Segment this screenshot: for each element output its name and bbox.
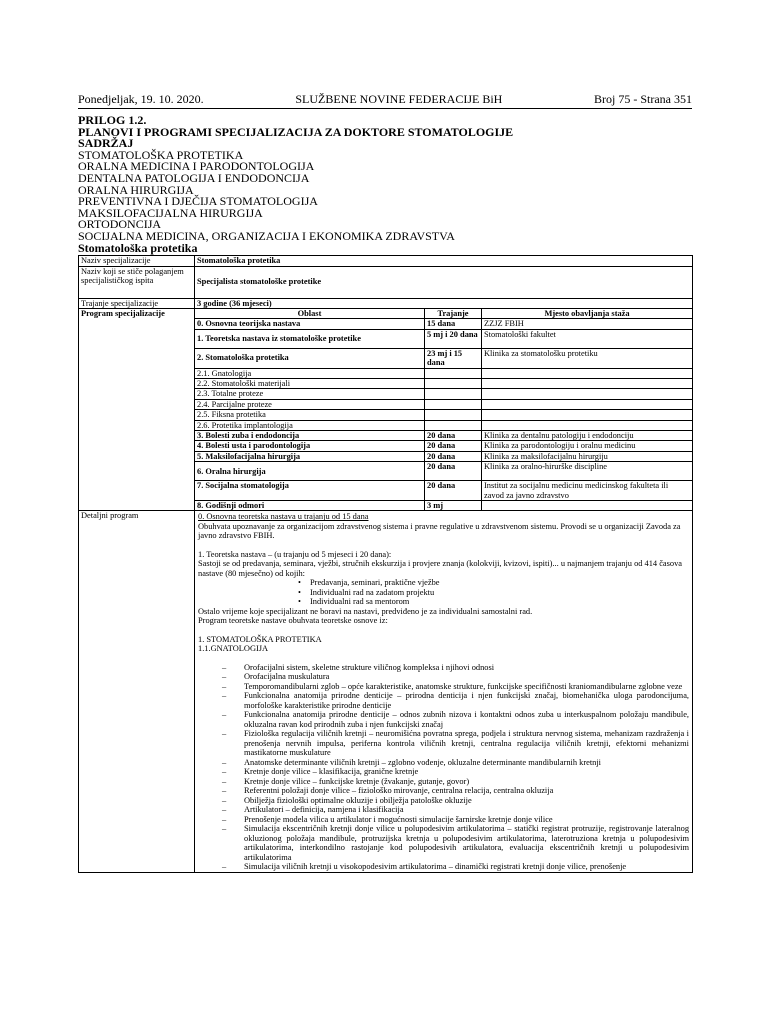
row-trajanje <box>425 378 482 388</box>
topic-item: – Anatomske determinante viličnih kretnji – zglobno vođenje, okluzalne determinante mandibularnih kretnji <box>198 758 689 768</box>
section-title: Stomatološka protetika <box>78 240 198 255</box>
row-oblast: 5. Maksilofacijalna hirurgija <box>195 451 425 461</box>
row-mjesto: ZZJZ FBIH <box>482 319 693 329</box>
detaljni-content <box>195 511 693 873</box>
row-mjesto: Klinika za parodontologiju i oralnu medicinu <box>482 441 693 451</box>
header-title: SLUŽBENE NOVINE FEDERACIJE BiH <box>295 92 503 106</box>
s11-heading: 1.1.GNATOLOGIJA <box>198 644 269 654</box>
toc-item: ORTODONCIJA <box>78 217 162 232</box>
row-mjesto <box>482 501 693 511</box>
row-trajanje: 20 dana <box>425 462 482 481</box>
p0-title: 0. Osnovna teoretska nastava u trajanju od 15 dana <box>198 512 369 522</box>
row-mjesto: Institut za socijalnu medicinu medicinskog fakulteta ili zavod za javno zdravstvo <box>482 481 693 501</box>
stice-value: Specijalista stomatološke protetike <box>195 266 693 298</box>
row-trajanje: 15 dana <box>425 319 482 329</box>
row-trajanje: 20 dana <box>425 441 482 451</box>
toc-item: DENTALNA PATOLOGIJA I ENDODONCIJA <box>78 170 310 185</box>
row-mjesto <box>482 368 693 378</box>
topic-item: – Prenošenje modela vilica u artikulator i mogućnosti simulacije šarnirske kretnje donje vilice <box>198 815 689 825</box>
topic-item: – Funkcionalna anatomija prirodne denticije – odnos zubnih nizova i kontaktni odnos zuba u interkuspalnom položaju mandibule, okluzalna ravan kod prirodnih zuba i njen funkcijski značaj <box>198 710 689 729</box>
bullet-item: • Predavanja, seminari, praktične vježbe <box>310 578 689 588</box>
bullet-item: • Individualni rad na zadatom projektu <box>310 588 689 598</box>
row-mjesto <box>482 410 693 420</box>
topic-item: – Kretnje donje vilice – funkcijske kretnje (žvakanje, gutanje, govor) <box>198 777 689 787</box>
topic-item: – Kretnje donje vilice – klasifikacija, granične kretnje <box>198 767 689 777</box>
topic-item: – Simulacija ekscentričnih kretnji donje vilice u polupodesivim artikulatorima – statički registrat protruzije, registrovanje lateralnog okluzionog položaja mandibule, protruzijska kretnja u polupodesivim artikulatorima, laterotruziona kretnja u polupodesivim artikulatorima, interkondilno rastojanje kod polupodesivih artikulatora, evaluacija ekscentričnih kretnji u polupodesivim artikulatorima <box>198 824 689 862</box>
program-label: Program specijalizacije <box>79 308 195 511</box>
page-header <box>78 92 692 109</box>
p1-title: 1. Teoretska nastava – (u trajanju od 5 mjeseci i 20 dana): <box>198 549 392 559</box>
toc-item: MAKSILOFACIJALNA HIRURGIJA <box>78 205 263 220</box>
naziv-value: Stomatološka protetika <box>195 256 693 266</box>
row-trajanje <box>425 389 482 399</box>
row-oblast: 1. Teoretska nastava iz stomatološke protetike <box>195 329 425 348</box>
header-date: Ponedjeljak, 19. 10. 2020. <box>78 92 204 106</box>
row-oblast: 2.2. Stomatološki materijali <box>195 378 425 388</box>
toc-item: SOCIJALNA MEDICINA, ORGANIZACIJA I EKONOMIKA ZDRAVSTVA <box>78 228 455 243</box>
toc-list <box>78 147 692 243</box>
row-oblast: 4. Bolesti usta i parodontologija <box>195 441 425 451</box>
row-oblast: 2. Stomatološka protetika <box>195 348 425 368</box>
p0-text: Obuhvata upoznavanje za organizacijom zdravstvenog sistema i pravne regulative u zdravstvenom sistemu. Provodi se u organizaciji Zavoda za javno zdravstvo FBIH. <box>198 521 681 541</box>
row-trajanje: 5 mj i 20 dana <box>425 329 482 348</box>
row-oblast: 7. Socijalna stomatologija <box>195 481 425 501</box>
row-trajanje <box>425 399 482 409</box>
topic-item: – Simulacija viličnih kretnji u visokopodesivim artikulatorima – dinamički registrati kretnji donje vilice, prenošenje <box>198 862 689 872</box>
s1-heading: 1. STOMATOLOŠKA PROTETIKA <box>198 634 322 644</box>
topic-item: – Artikulatori – definicija, namjena i klasifikacija <box>198 805 689 815</box>
p3-text: Program teoretske nastave obuhvata teoretske osnove iz: <box>198 616 388 626</box>
topic-item: – Funkcionalna anatomija prirodne denticije – prirodna denticija i njen funkcijski značaj, biomehanička uloga parodoncijuma, morfološke karakteristike prirodne denticije <box>198 691 689 710</box>
row-oblast: 2.6. Protetika implantologija <box>195 420 425 430</box>
bullet-item: • Individualni rad sa mentorom <box>310 597 689 607</box>
topic-list <box>198 663 689 872</box>
trajanje-label: Trajanje specijalizacije <box>79 298 195 308</box>
row-mjesto: Klinika za oralno-hirurške discipline <box>482 462 693 481</box>
row-trajanje <box>425 420 482 430</box>
main-heading: PLANOVI I PROGRAMI SPECIJALIZACIJA ZA DOKTORE STOMATOLOGIJE <box>78 124 514 139</box>
row-mjesto <box>482 378 693 388</box>
prilog-label: PRILOG 1.2. <box>78 113 147 127</box>
bullet-list <box>198 578 689 607</box>
col-oblast: Oblast <box>195 308 425 318</box>
row-oblast: 2.5. Fiksna protetika <box>195 410 425 420</box>
topic-item: – Fiziološka regulacija viličnih kretnji – neuromišićna povratna sprega, podjela i struktura nervnog sistema, mehanizam razdraženja i prenošenja nervnih impulsa, periferna kontrola viličnih kretnji, centralna regulacija viličnih kretnji, efektorni mehanizmi mastikatorne muskulature <box>198 729 689 758</box>
row-trajanje: 3 mj <box>425 501 482 511</box>
row-mjesto <box>482 389 693 399</box>
p1-text: Sastoji se od predavanja, seminara, vježbi, stručnih ekskurzija i provjere znanja (kolokviji, kvizovi, ispiti)... u najmanjem trajanju od 414 časova nastave (80 mjesečno) od kojih: <box>198 559 682 578</box>
intro-block <box>78 115 692 254</box>
topic-item: – Orofacijalna muskulatura <box>198 672 689 682</box>
topic-item: – Obilježja fiziološki optimalne okluzije i obilježja patološke okluzije <box>198 796 689 806</box>
toc-item: STOMATOLOŠKA PROTETIKA <box>78 147 244 162</box>
row-trajanje: 20 dana <box>425 451 482 461</box>
row-trajanje: 23 mj i 15 dana <box>425 348 482 368</box>
row-trajanje: 20 dana <box>425 481 482 501</box>
col-trajanje: Trajanje <box>425 308 482 318</box>
row-oblast: 8. Godišnji odmori <box>195 501 425 511</box>
stice-label: Naziv koji se stiče polaganjem specijalističkog ispita <box>79 266 195 298</box>
row-oblast: 3. Bolesti zuba i endodoncija <box>195 431 425 441</box>
row-mjesto: Stomatološki fakultet <box>482 329 693 348</box>
row-mjesto: Klinika za stomatološku protetiku <box>482 348 693 368</box>
p2-text: Ostalo vrijeme koje specijalizant ne boravi na nastavi, predviđeno je za individualni samostalni rad. <box>198 606 533 616</box>
trajanje-value: 3 godine (36 mjeseci) <box>195 298 693 308</box>
row-mjesto <box>482 420 693 430</box>
topic-item: – Orofacijalni sistem, skeletne strukture viličnog kompleksa i njihovi odnosi <box>198 663 689 673</box>
row-oblast: 2.4. Parcijalne proteze <box>195 399 425 409</box>
document-page <box>78 92 692 873</box>
contents-heading: SADRŽAJ <box>78 136 134 151</box>
row-trajanje <box>425 410 482 420</box>
row-mjesto: Klinika za maksilofacijalnu hirurgiju <box>482 451 693 461</box>
row-oblast: 2.1. Gnatologija <box>195 368 425 378</box>
toc-item: ORALNA MEDICINA I PARODONTOLOGIJA <box>78 159 315 174</box>
row-oblast: 0. Osnovna teorijska nastava <box>195 319 425 329</box>
detaljni-label: Detaljni program <box>79 511 195 873</box>
specialization-table <box>78 255 693 873</box>
topic-item: – Temporomandibularni zglob – opće karakteristike, anatomske strukture, funkcijske specifičnosti kraniomandibularne zglobne veze <box>198 682 689 692</box>
row-mjesto <box>482 399 693 409</box>
row-oblast: 6. Oralna hirurgija <box>195 462 425 481</box>
row-mjesto: Klinika za dentalnu patologiju i endodonciju <box>482 431 693 441</box>
col-mjesto: Mjesto obavljanja staža <box>482 308 693 318</box>
row-trajanje <box>425 368 482 378</box>
header-issue: Broj 75 - Strana 351 <box>594 92 692 106</box>
toc-item: ORALNA HIRURGIJA <box>78 182 194 197</box>
naziv-label: Naziv specijalizacije <box>79 256 195 266</box>
row-oblast: 2.3. Totalne proteze <box>195 389 425 399</box>
topic-item: – Referentni položaji donje vilice – fiziološko mirovanje, centralna relacija, centralna okluzija <box>198 786 689 796</box>
toc-item: PREVENTIVNA I DJEČIJA STOMATOLOGIJA <box>78 194 318 209</box>
row-trajanje: 20 dana <box>425 431 482 441</box>
